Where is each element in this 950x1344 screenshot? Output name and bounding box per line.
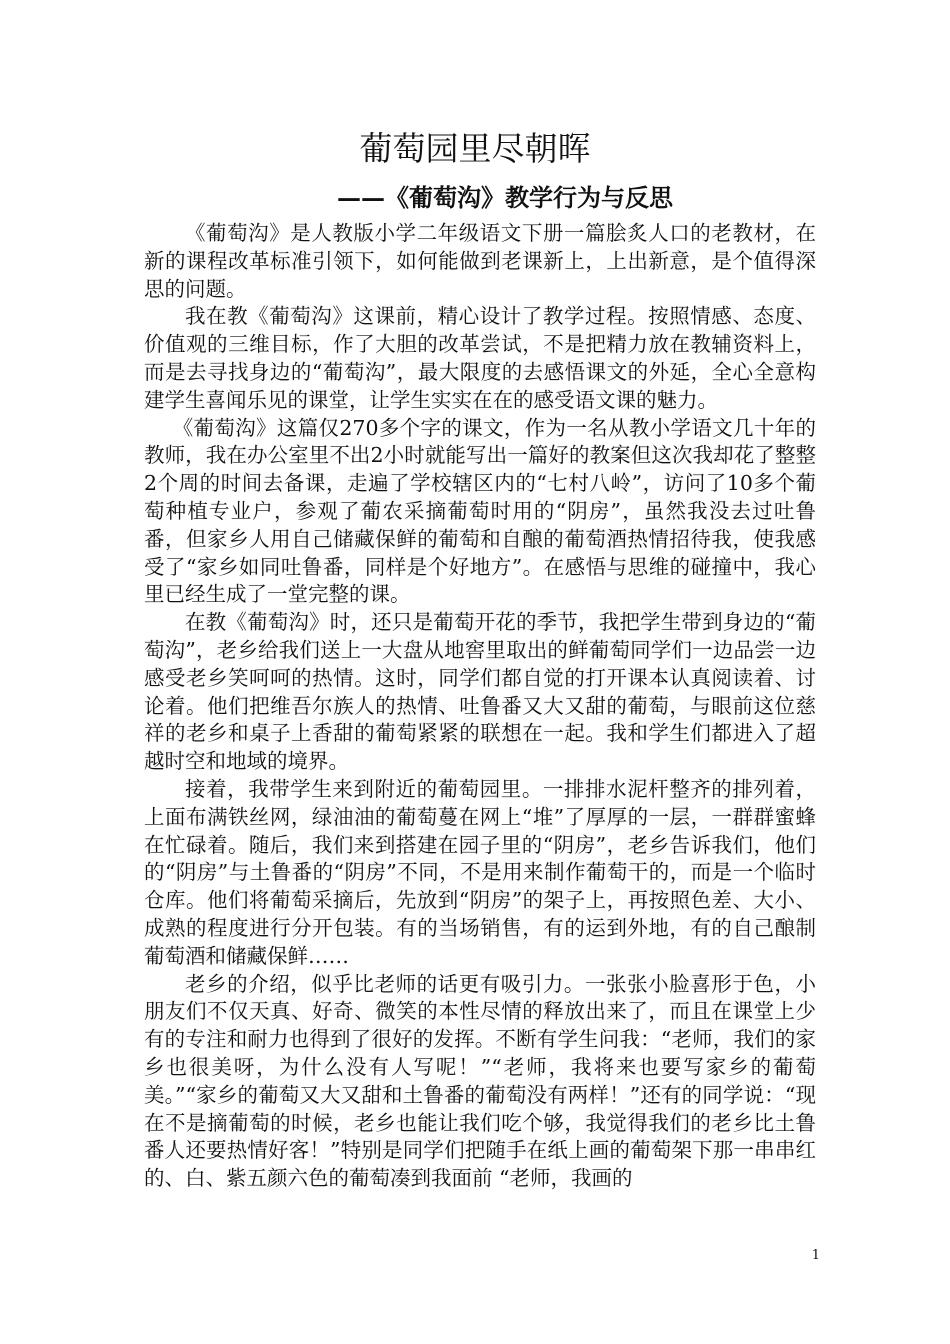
body-paragraph: 在教《葡萄沟》时，还只是葡萄开花的季节，我把学生带到身边的“葡萄沟”，老乡给我们送上一大盘从地窖里取出的鲜葡萄同学们一边品尝一边感受老乡笑呵呵的热情。这时，同学们都自觉的打开课本认真阅读着、讨论着。他们把维吾尔族人的热情、吐鲁番又大又甜的葡萄，与眼前这位慈祥的老乡和桌子上香甜的葡萄紧紧的联想在一起。我和学生们都进入了超越时空和地域的境界。 [144, 610, 816, 774]
document-title: 葡萄园里尽朝晖 [359, 129, 591, 168]
page-number: 1 [811, 1248, 820, 1263]
document-subtitle: ——《葡萄沟》教学行为与反思 [337, 183, 673, 212]
document-body [144, 220, 816, 1193]
body-paragraph: 《葡萄沟》是人教版小学二年级语文下册一篇脍炙人口的老教材，在新的课程改革标准引领下，如何能做到老课新上，上出新意，是个值得深思的问题。 [144, 221, 816, 301]
body-paragraph: 我在教《葡萄沟》这课前，精心设计了教学过程。按照情感、态度、价值观的三维目标，作了大胆的改革尝试，不是把精力放在教辅资料上，而是去寻找身边的“葡萄沟”，最大限度的去感悟课文的外延，全心全意构建学生喜闻乐见的课堂，让学生实实在在的感受语文课的魅力。 [144, 304, 816, 412]
body-paragraph: 老乡的介绍，似乎比老师的话更有吸引力。一张张小脸喜形于色，小朋友们不仅天真、好奇、微笑的本性尽情的释放出来了，而且在课堂上少有的专注和耐力也得到了很好的发挥。不断有学生问我：“老师，我们的家乡也很美呀，为什么没有人写呢！”“老师，我将来也要写家乡的葡萄美。”“家乡的葡萄又大又甜和土鲁番的葡萄没有两样！”还有的同学说：“现在不是摘葡萄的时候，老乡也能让我们吃个够，我觉得我们的老乡比土鲁番人还要热情好客！”特别是同学们把随手在纸上画的葡萄架下那一串串红的、白、紫五颜六色的葡萄凑到我面前 “老师，我画的 [144, 971, 816, 1191]
body-paragraph: 《葡萄沟》这篇仅270多个字的课文，作为一名从教小学语文几十年的教师，我在办公室里不出2小时就能写出一篇好的教案但这次我却花了整整2个周的时间去备课，走遍了学校辖区内的“七村八岭”，访问了10多个葡萄种植专业户，参观了葡农采摘葡萄时用的“阴房”，虽然我没去过吐鲁番，但家乡人用自己储藏保鲜的葡萄和自酿的葡萄酒热情招待我，使我感受了“家乡如同吐鲁番，同样是个好地方”。在感悟与思维的碰撞中，我心里已经生成了一堂完整的课。 [144, 415, 816, 607]
body-paragraph: 接着，我带学生来到附近的葡萄园里。一排排水泥杆整齐的排列着，上面布满铁丝网，绿油油的葡萄蔓在网上“堆”了厚厚的一层，一群群蜜蜂在忙碌着。随后，我们来到搭建在园子里的“阴房”，老乡告诉我们，他们的“阴房”与土鲁番的“阴房”不同，不是用来制作葡萄干的，而是一个临时仓库。他们将葡萄采摘后，先放到“阴房”的架子上，再按照色差、大小、成熟的程度进行分开包装。有的当场销售，有的运到外地，有的自己酿制葡萄酒和储藏保鲜…… [144, 776, 816, 968]
